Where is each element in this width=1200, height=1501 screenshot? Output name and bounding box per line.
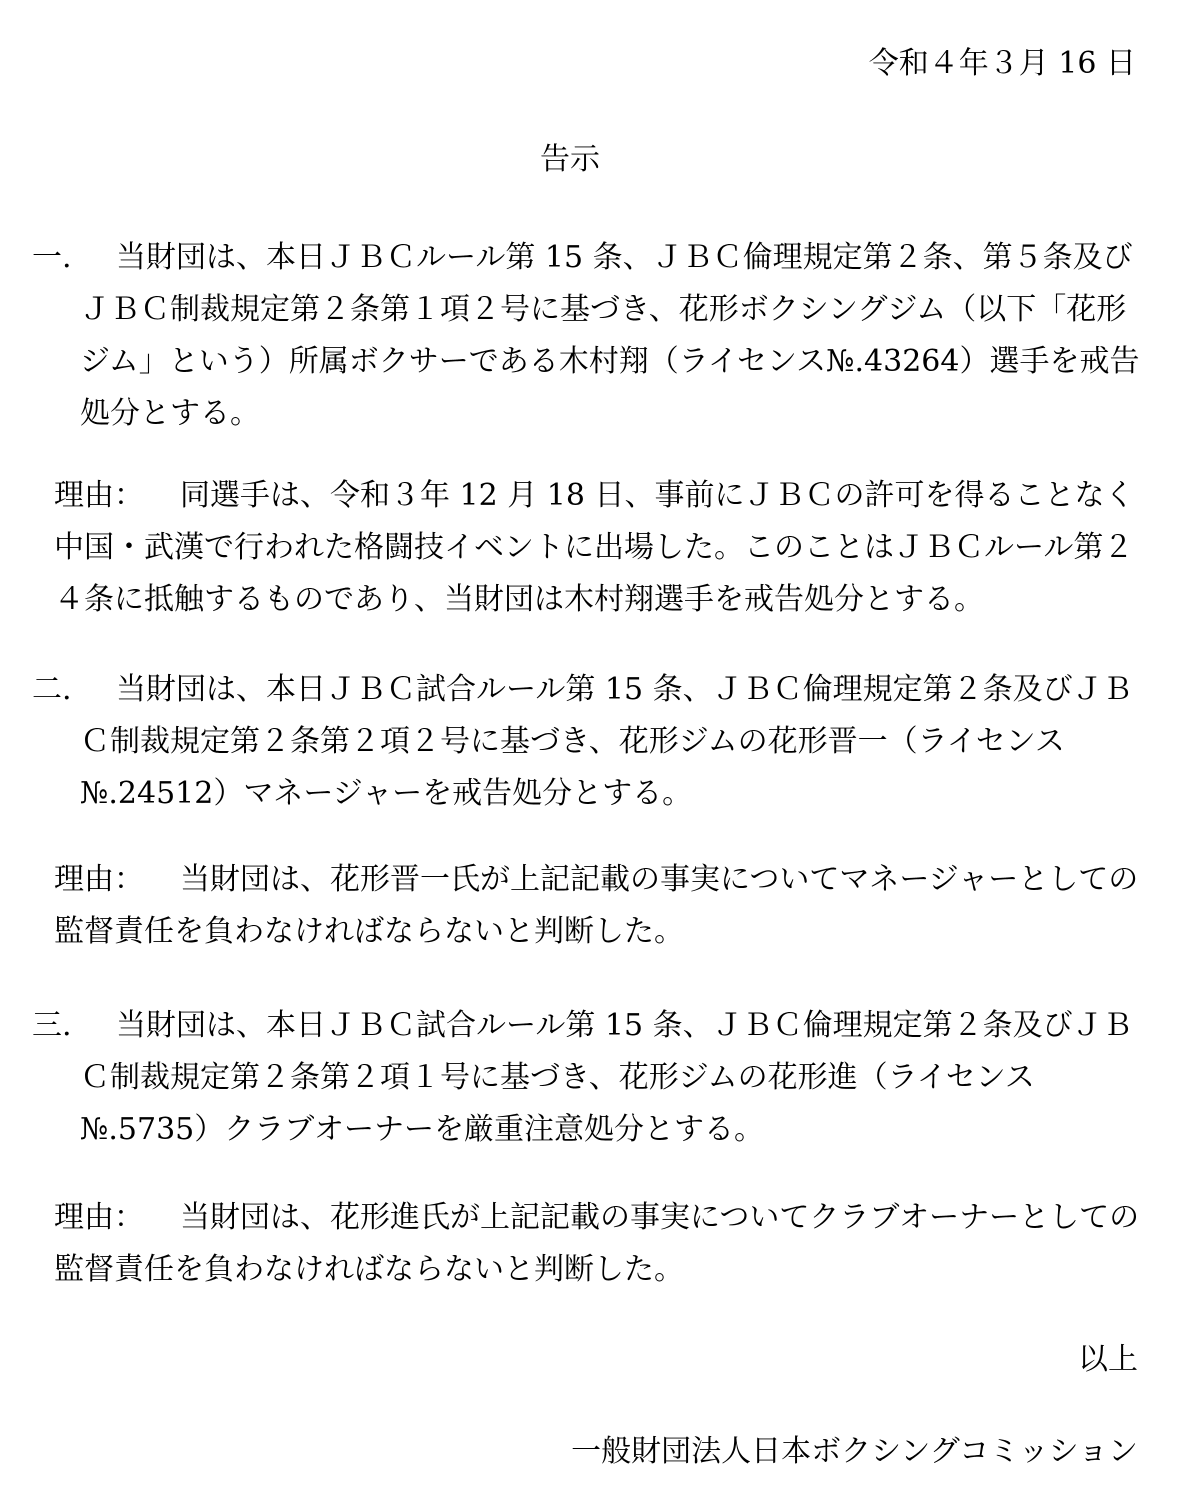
item-3 [32,1000,1140,1156]
item-2-reason-text: 当財団は、花形晋一氏が上記記載の事実についてマネージャーとしての監督責任を負わなければならないと判断した。 [54,862,1139,949]
item-2-reason [54,854,1140,958]
document-date: 令和４年３月 16 日 [868,46,1136,81]
item-3-reason-label: 理由： [54,1200,144,1235]
item-3-text: 当財団は、本日ＪＢＣ試合ルール第 15 条、ＪＢＣ倫理規定第２条及びＪＢＣ制裁規定第２条第２項１号に基づき、花形ジムの花形進（ライセンス№.5735）クラブオーナーを厳重注意処分とする。 [80,1008,1133,1147]
item-2-reason-label: 理由： [54,862,144,897]
item-1-reason-label: 理由： [54,478,144,513]
document-title: 告示 [540,142,600,177]
item-1-text: 当財団は、本日ＪＢＣルール第 15 条、ＪＢＣ倫理規定第２条、第５条及びＪＢＣ制裁規定第２条第１項２号に基づき、花形ボクシングジム（以下「花形ジム」という）所属ボクサーである木村翔（ライセンス№.43264）選手を戒告処分とする。 [80,240,1140,431]
item-1-reason [54,470,1140,626]
closing-remark: 以上 [1078,1342,1138,1377]
item-1-reason-text: 同選手は、令和３年 12 月 18 日、事前にＪＢＣの許可を得ることなく中国・武漢で行われた格闘技イベントに出場した。このことはＪＢＣルール第２４条に抵触するものであり、当財団は木村翔選手を戒告処分とする。 [54,478,1135,617]
item-3-marker: 三. [32,1008,72,1043]
item-1 [32,232,1140,440]
item-1-marker: 一. [32,240,72,275]
item-2-text: 当財団は、本日ＪＢＣ試合ルール第 15 条、ＪＢＣ倫理規定第２条及びＪＢＣ制裁規定第２条第２項２号に基づき、花形ジムの花形晋一（ライセンス№.24512）マネージャーを戒告処分とする。 [80,672,1133,811]
organization-name: 一般財団法人日本ボクシングコミッション [571,1434,1138,1469]
item-2 [32,664,1140,820]
item-3-reason-text: 当財団は、花形進氏が上記記載の事実についてクラブオーナーとしての監督責任を負わなければならないと判断した。 [54,1200,1140,1287]
item-3-reason [54,1192,1140,1296]
item-2-marker: 二. [32,672,72,707]
